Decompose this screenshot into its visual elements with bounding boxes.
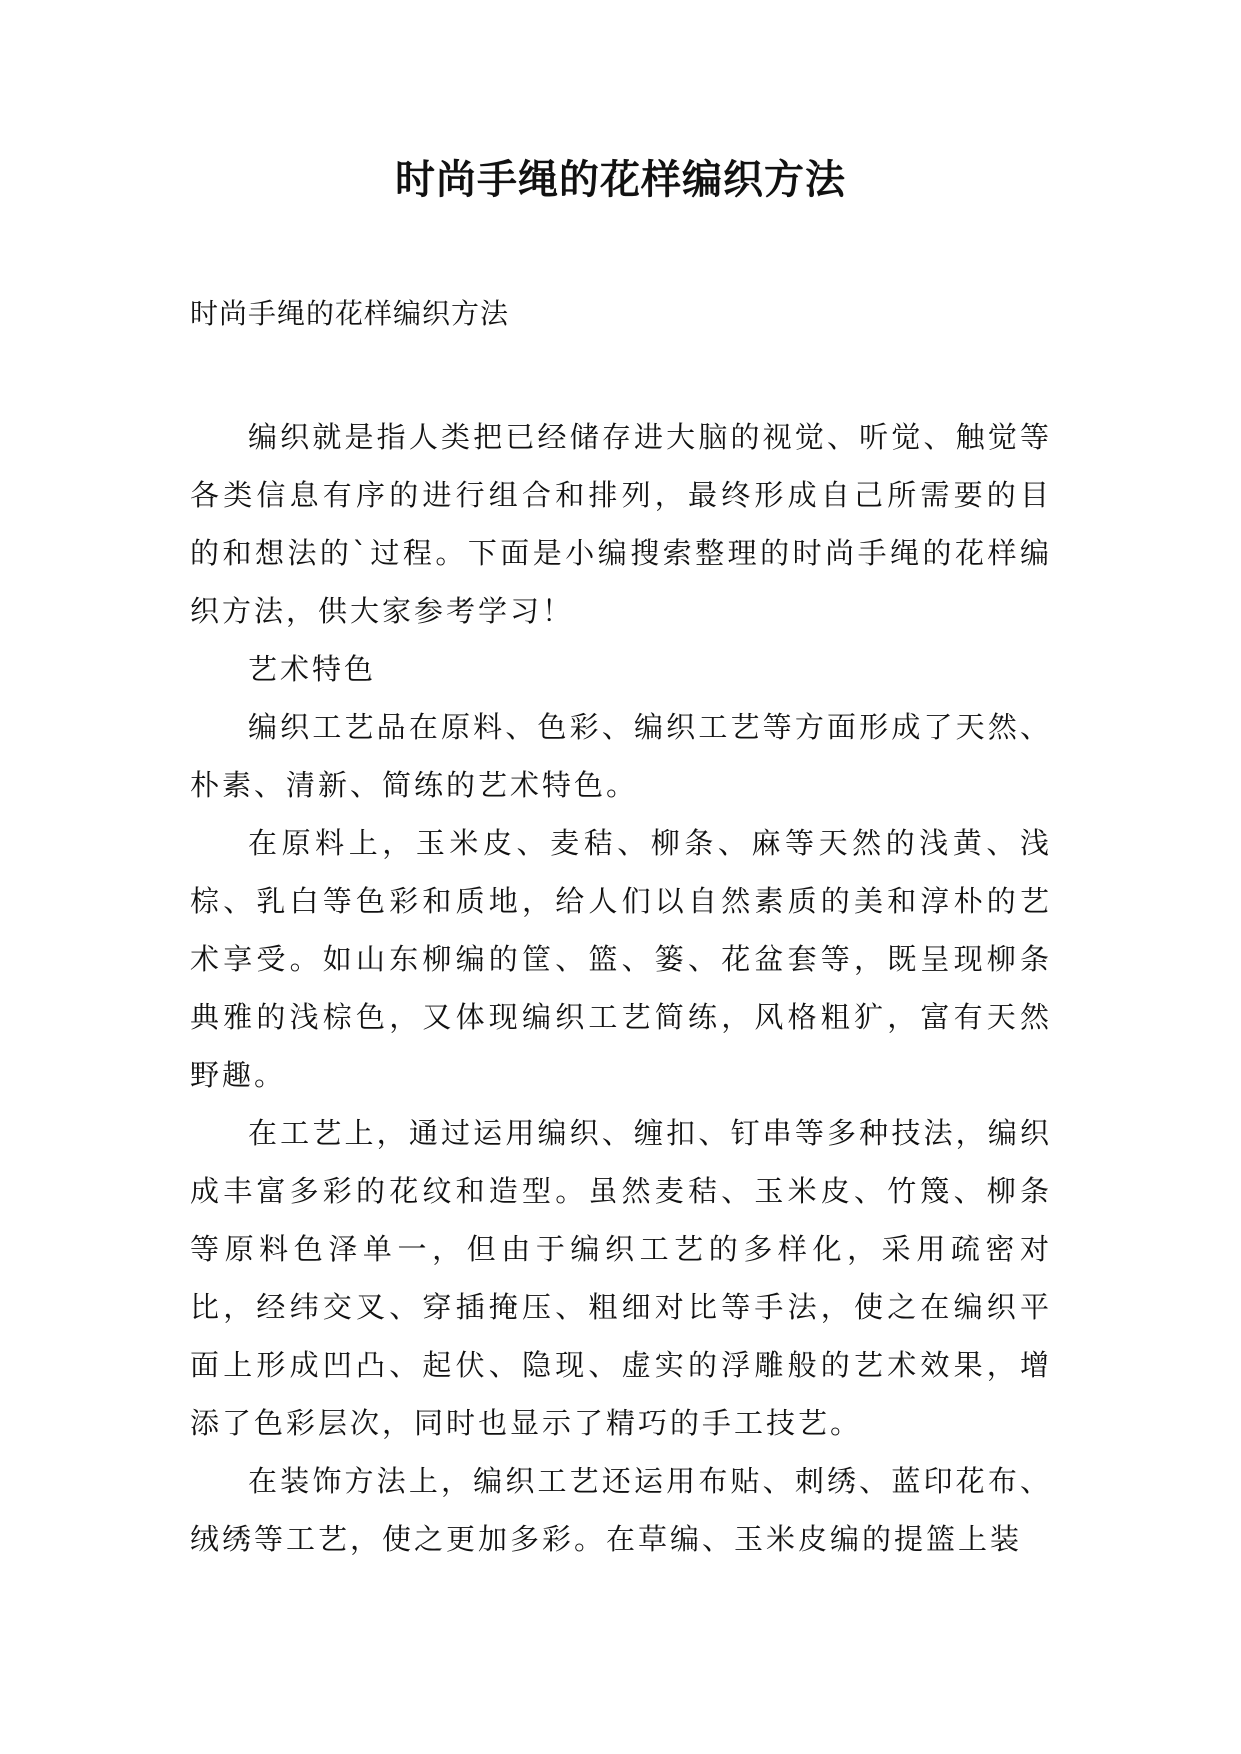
section-heading-art-features: 艺术特色 — [248, 652, 377, 686]
paragraph-craft: 在工艺上，通过运用编织、缠扣、钉串等多种技法，编织成丰富多彩的花纹和造型。虽然麦秸、玉米皮、竹篾、柳条等原料色泽单一，但由于编织工艺的多样化，采用疏密对比，经纬交叉、穿插掩压、粗细对比等手法，使之在编织平面上形成凹凸、起伏、隐现、虚实的浮雕般的艺术效果，增添了色彩层次，同时也显示了精巧的手工技艺。 — [190, 1116, 1052, 1440]
paragraph-intro: 编织就是指人类把已经储存进大脑的视觉、听觉、触觉等各类信息有序的进行组合和排列，最终形成自己所需要的目的和想法的`过程。下面是小编搜索整理的时尚手绳的花样编织方法，供大家参考学习！ — [190, 420, 1052, 628]
paragraph-materials: 在原料上，玉米皮、麦秸、柳条、麻等天然的浅黄、浅棕、乳白等色彩和质地，给人们以自然素质的美和淳朴的艺术享受。如山东柳编的筐、篮、篓、花盆套等，既呈现柳条典雅的浅棕色，又体现编织工艺简练，风格粗犷，富有天然野趣。 — [190, 826, 1052, 1092]
document-title: 时尚手绳的花样编织方法 — [395, 156, 846, 203]
document-body — [190, 408, 1052, 1568]
paragraph-art-features: 编织工艺品在原料、色彩、编织工艺等方面形成了天然、朴素、清新、简练的艺术特色。 — [190, 710, 1052, 802]
paragraph-decoration: 在装饰方法上，编织工艺还运用布贴、刺绣、蓝印花布、绒绣等工艺，使之更加多彩。在草编、玉米皮编的提篮上装 — [190, 1464, 1052, 1556]
document-subtitle: 时尚手绳的花样编织方法 — [190, 297, 510, 330]
